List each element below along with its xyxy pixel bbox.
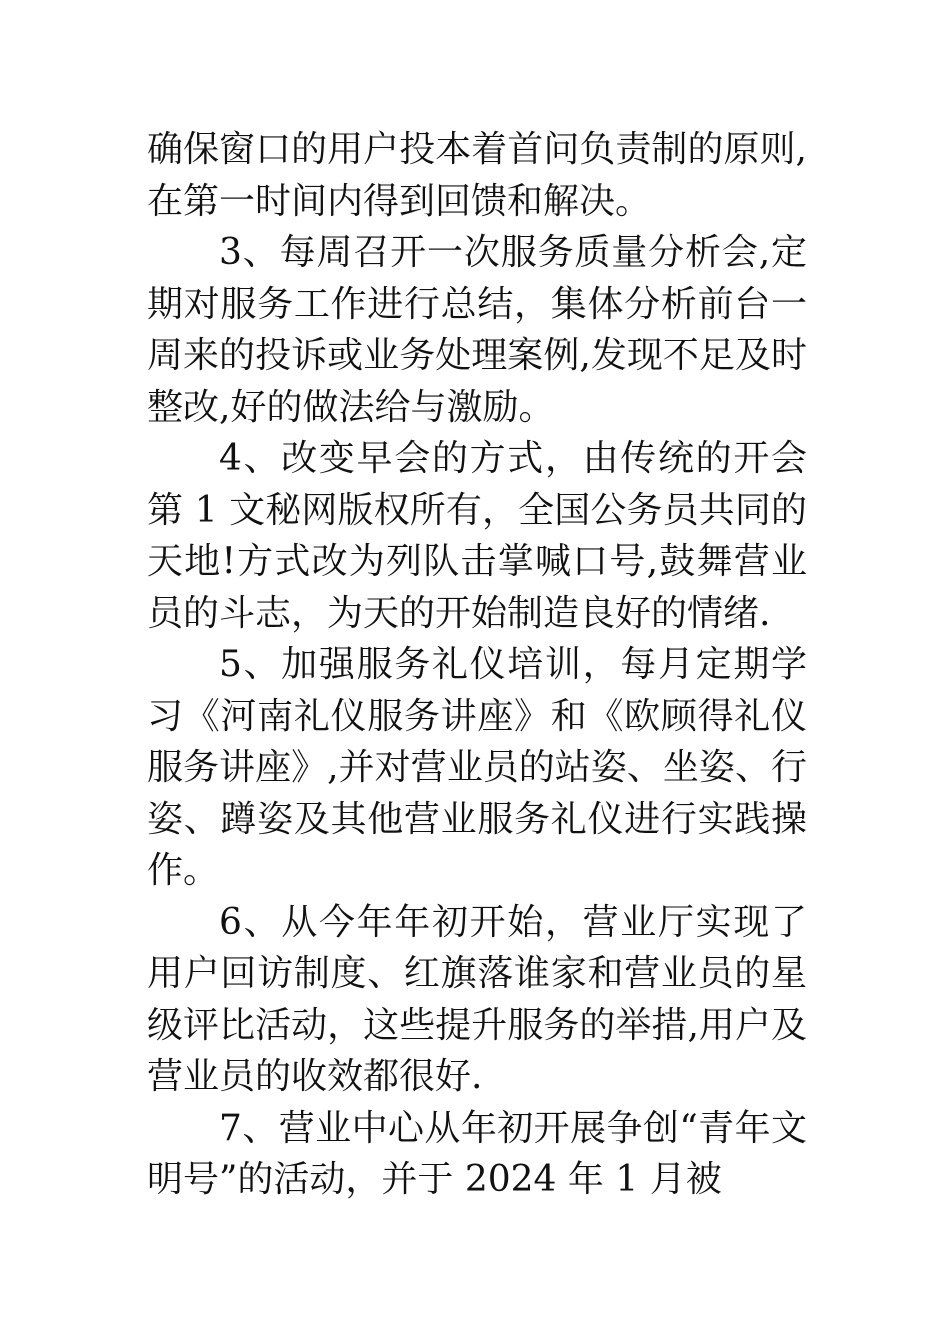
paragraph-5: 6、从今年年初开始，营业厅实现了用户回访制度、红旗落谁家和营业员的星级评比活动，这些提升服务的举措,用户及营业员的收效都很好. bbox=[147, 901, 807, 1097]
paragraph-4: 5、加强服务礼仪培训，每月定期学习《河南礼仪服务讲座》和《欧顾得礼仪服务讲座》,并对营业员的站姿、坐姿、行姿、蹲姿及其他营业服务礼仪进行实践操作。 bbox=[147, 644, 807, 891]
paragraph-2: 3、每周召开一次服务质量分析会,定期对服务工作进行总结，集体分析前台一周来的投诉或业务处理案例,发现不足及时整改,好的做法给与激励。 bbox=[147, 232, 807, 428]
paragraph-3: 4、改变早会的方式，由传统的开会第 1 文秘网版权所有，全国公务员共同的天地!方式改为列队击掌喊口号,鼓舞营业员的斗志，为天的开始制造良好的情绪. bbox=[147, 438, 807, 634]
document-body bbox=[147, 124, 807, 1206]
paragraph-1: 确保窗口的用户投本着首问负责制的原则,在第一时间内得到回馈和解决。 bbox=[147, 129, 807, 222]
paragraph-6: 7、营业中心从年初开展争创“青年文明号”的活动，并于 2024 年 1 月被 bbox=[147, 1107, 807, 1200]
